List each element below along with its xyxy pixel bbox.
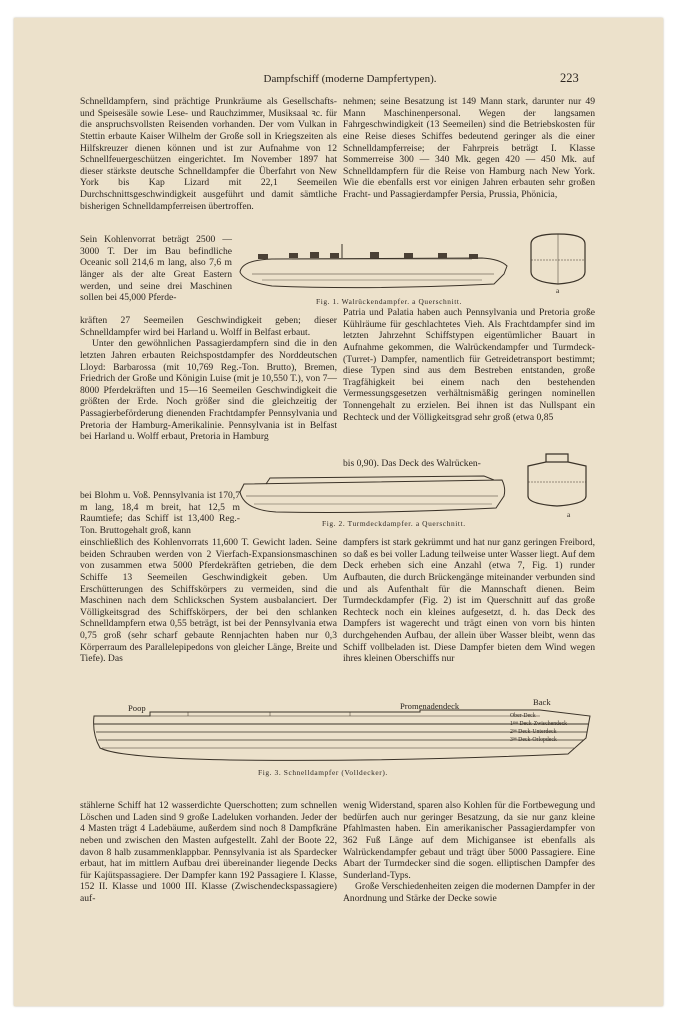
paragraph: Schnelldampfern, sind prächtige Prunkräume als Gesellschafts- und Speisesäle sowie Lese- und Rauchzimmer, Musiksaal ꝛc. für die anspruchsvollsten Reisenden vorhanden. Der vom Vulkan in Stettin erbaute Kaiser Wilhelm der Große soll in Kriegszeiten als Hilfskreuzer dienen können und ist zur Aufnahme von 12 Schnellfeuergeschützen eingerichtet. Im November 1897 hat dieser stärkste deutsche Schnelldampfer die Überfahrt von New York bis Kap Lizard mit 22,1 Seemeilen Durchschnittsgeschwindigkeit ausgeführt und damit sämtliche bisherigen Schnelldampferreisen übertroffen. bbox=[80, 96, 337, 212]
paragraph: Große Verschiedenheiten zeigen die modernen Dampfer in der Anordnung und Stärke der Decke sowie bbox=[343, 881, 595, 904]
running-header: Dampfschiff (moderne Dampfertypen). bbox=[263, 73, 437, 85]
paragraph: stählerne Schiff hat 12 wasserdichte Querschotten; zum schnellen Löschen und Laden sind 9 große Ladeluken vorhanden. Jeder der 4 Masten trägt 4 Ladebäume, außerdem sind noch 8 Dampfkräne neben und zwischen den Masten aufgestellt. Zahl der Boote 22, davon 8 halb zusammenklappbar. Pennsylvania ist als Spardecker erbaut, hat im mittlern Aufbau drei übereinander liegende Decks für Kajütspassagiere. Der Dampfer kann 192 Passagiere I. Klasse, 152 II. Klasse und 1000 III. Klasse (Zwischendeckspassagiere) auf- bbox=[80, 800, 337, 904]
paragraph: nehmen; seine Besatzung ist 149 Mann stark, darunter nur 49 Mann Maschinenpersonal. Wegen der langsamen Fahrgeschwindigkeit (13 Seemeilen) sind die Betriebskosten für eine Reise dieses Schiffes bedeutend geringer als die einer Schnelldampferreise; der Fahrpreis beträgt I. Klasse Sommerreise 300 — 340 Mk. gegen 420 — 450 Mk. auf Schnelldampfern für die Reise von Hamburg nach New York. Wie die ebenfalls erst vor einigen Jahren erbauten sehr großen Fracht- und Passagierdampfer Persia, Prussia, Phönicia, bbox=[343, 96, 595, 200]
left-column-bottom bbox=[80, 537, 337, 665]
fig1-whaleback-drawing bbox=[232, 244, 522, 299]
fig3-deck-label: 1ˢᵗᵉˢ Deck-Zwischendeck bbox=[510, 721, 568, 727]
right-column-mid bbox=[343, 307, 595, 423]
fig2-turret-deck-drawing bbox=[236, 474, 512, 516]
fig2-caption: Fig. 2. Turmdeckdampfer. a Querschnitt. bbox=[322, 519, 466, 528]
paragraph: Sein Kohlenvorrat beträgt 2500 — 3000 T. Der im Bau befindliche Oceanic soll 214,6 m lang, also 7,6 m länger als der alte Great Eastern werden, und seine drei Maschinen sollen bei 45,000 Pferde- bbox=[80, 234, 232, 304]
fig1-caption: Fig. 1. Walrückendampfer. a Querschnitt. bbox=[316, 297, 463, 306]
paragraph: wenig Widerstand, sparen also Kohlen für die Fortbewegung und bedürfen auch nur geringer Besatzung, da sie nur ganz kleine Pfahlmasten haben. Ein amerikanischer Passagierdampfer von 362 Fuß Länge auf dem Michigansee ist ebenfalls als Walrückendampfer gebaut und trägt über 5000 Passagiere. Eine Abart der Turmdecker sind die sogen. elliptischen Dampfer des Sunderland-Typs. bbox=[343, 800, 595, 881]
paragraph: Unter den gewöhnlichen Passagierdampfern sind die in den letzten Jahren erbauten Reichspostdampfer des Norddeutschen Lloyd: Barbarossa (mit 10,769 Reg.-Ton. Brutto), Bremen, Friedrich der Große und Königin Luise (mit je 10,550 T.), von 7—8000 Pferdekräften und 15—16 Seemeilen Geschwindigkeit die größten der Erde. Noch größer sind die gleichzeitig der Passagierbeförderung dienenden Frachtdampfer Pennsylvania und Pretoria der Hamburg-Amerikalinie. Pennsylvania ist in Belfast bei Harland u. Wolff erbaut, Pretoria in Hamburg bbox=[80, 338, 337, 443]
right-column-narrow bbox=[343, 458, 503, 470]
fig1-cross-section bbox=[528, 232, 590, 294]
left-column-narrow bbox=[80, 234, 232, 304]
fig2-label-a: a bbox=[567, 510, 571, 519]
fig3-label-back: Back bbox=[533, 697, 551, 707]
fig3-label-promenade: Promenadendeck bbox=[400, 701, 460, 711]
fig3-deck-label: Ober-Deck bbox=[510, 713, 536, 719]
paragraph: Patria und Palatia haben auch Pennsylvania und Pretoria große Kühlräume für geschlachtetes Vieh. Als Frachtdampfer sind im letzten Jahrzehnt Schiffstypen eigentümlicher Bauart in Aufnahme gekommen, die Walrückendampfer und Turmdeck- (Turret-) Dampfer, namentlich für Getreidetransport bestimmt; diese Typen sind aus dem Bestreben entstanden, große Tragfähigkeit bei einem nach den bestehenden Vermessungsgesetzen verhältnismäßig geringen nominellen Tonnengehalt zu erzielen. Bei ihnen ist das Nullspant ein Rechteck und der Völligkeitsgrad sehr groß (etwa 0,85 bbox=[343, 307, 595, 423]
left-column-narrow-2 bbox=[80, 490, 240, 537]
fig3-deck-label: 2ᵗᵉˢ Deck-Unterdeck bbox=[510, 729, 557, 735]
fig3-label-poop: Poop bbox=[128, 703, 146, 713]
fig3-caption: Fig. 3. Schnelldampfer (Volldecker). bbox=[258, 768, 388, 777]
paragraph: kräften 27 Seemeilen Geschwindigkeit geben; dieser Schnelldampfer wird bei Harland u. Wolff in Belfast erbaut. bbox=[80, 315, 337, 338]
paragraph: einschließlich des Kohlenvorrats 11,600 T. Gewicht laden. Seine beiden Schrauben werden von 2 Vierfach-Expansionsmaschinen von zusammen etwa 5000 Pferdekräften getrieben, die dem Schiffe 13 Seemeilen Geschwindigkeit geben. Um Erschütterungen des Schiffskörpers zu vermeiden, sind die Maschinen nach dem Schlickschen System ausbalanciert. Der Völligkeitsgrad des Schiffskörpers, der bei den schlanken Schnelldampfern etwa 0,55 beträgt, ist bei der Pennsylvania etwa 0,75 groß (sehr scharf gebaute Rennjachten haben nur 0,3 Körperraum des Parallelepipedons von gleicher Länge, Breite und Tiefe). Das bbox=[80, 537, 337, 665]
left-column-top bbox=[80, 96, 337, 212]
right-column-top bbox=[343, 96, 595, 201]
paragraph: bis 0,90). Das Deck des Walrücken- bbox=[343, 458, 481, 469]
paragraph: bei Blohm u. Voß. Pennsylvania ist 170,7 m lang, 18,4 m breit, hat 12,5 m Raumtiefe; das Schiff ist 13,400 Reg.-Ton. Bruttogehalt groß, kann bbox=[80, 490, 240, 536]
left-column-mid bbox=[80, 315, 337, 443]
fig3-deck-label: 3ᵗᵉˢ Deck-Orlopdeck bbox=[510, 737, 557, 743]
fig1-label-a: a bbox=[556, 286, 560, 295]
right-column-after-fig2 bbox=[343, 537, 595, 665]
fig2-cross-section bbox=[522, 452, 592, 514]
bottom-left-column bbox=[80, 800, 337, 905]
fig3-deck-labels bbox=[510, 712, 567, 744]
paragraph: dampfers ist stark gekrümmt und hat nur ganz geringen Freibord, so daß es bei voller Ladung teilweise unter Wasser liegt. Auf dem Deck erheben sich eine Anzahl (etwa 7, Fig. 1) runder Aufbauten, die durch Brückengänge miteinander verbunden sind und als Aufenthalt für die Mannschaft dienen. Beim Turmdeckdampfer (Fig. 2) ist im Querschnitt auf das große Rechteck noch ein kleines aufgesetzt, d. h. das Deck des Dampfers ist wagerecht und trägt einen von vorn bis hinten durchgehenden Aufbau, der allein über Wasser bleibt, wenn das Schiff vollbeladen ist. Diese Dampfer bieten dem Wind wegen ihres kleinen Oberschiffs nur bbox=[343, 537, 595, 665]
page-number: 223 bbox=[560, 71, 579, 85]
bottom-right-column bbox=[343, 800, 595, 905]
